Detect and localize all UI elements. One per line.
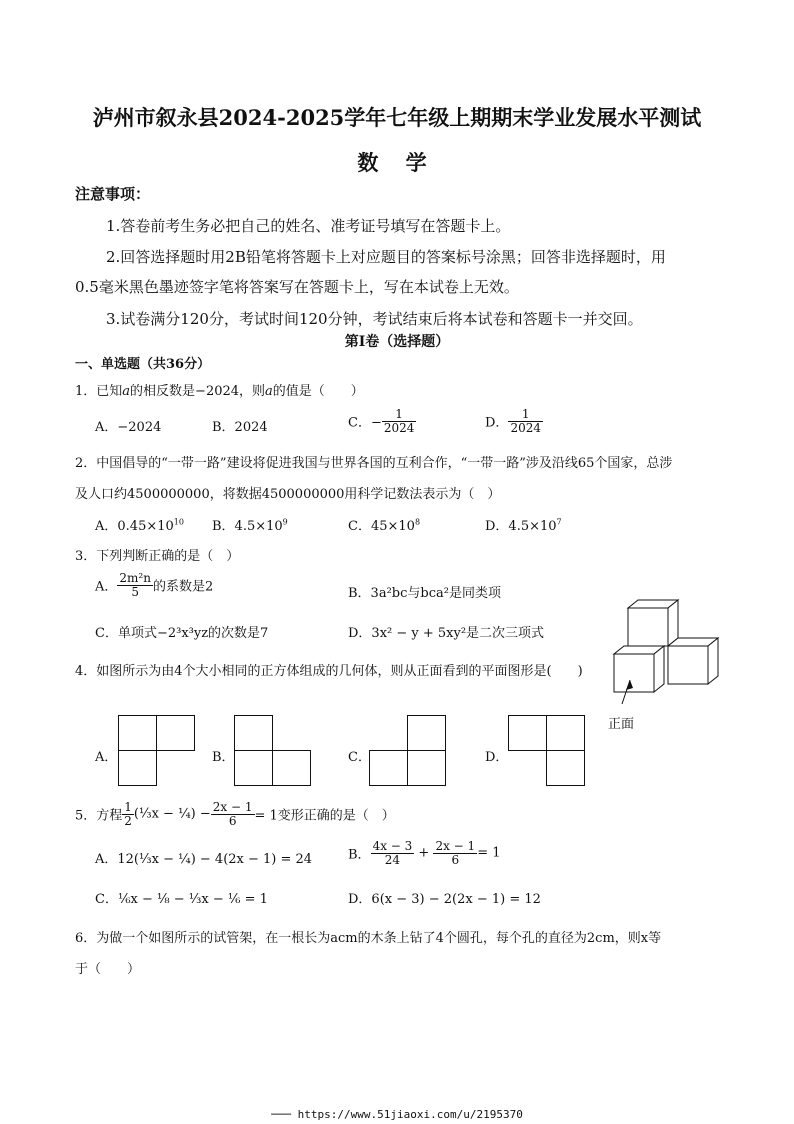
note-2b: 0.5毫米黑色墨迹签字笔将答案写在答题卡上，写在本试卷上无效。: [75, 278, 519, 296]
q1-option-b[interactable]: B．2024: [212, 420, 268, 435]
q5-option-a[interactable]: A．12(⅓x − ¼) − 4(2x − 1) = 24: [95, 852, 313, 867]
note-2a: 2.回答选择题时用2B铅笔将答题卡上对应题目的答案标号涂黑；回答非选择题时，用: [106, 248, 666, 266]
q4-option-c-figure[interactable]: [369, 715, 449, 787]
q5-option-b[interactable]: B． $\frac{4x - 3}{24}$ + $\frac{2x - 1}{6}$ = 1: [348, 839, 501, 867]
q4-option-d-label[interactable]: D．: [485, 750, 509, 765]
note-1: 1.答卷前考生务必把自己的姓名、准考证号填写在答题卡上。: [106, 217, 511, 235]
q1-option-a[interactable]: A．−2024: [95, 420, 162, 435]
subject-title: 数 学: [357, 150, 437, 175]
q2-stem-line2: 及人口约4500000000，将数据4500000000用科学记数法表示为（ ）: [75, 487, 501, 502]
note-3: 3.试卷满分120分，考试时间120分钟，考试结束后将本试卷和答题卡一并交回。: [106, 310, 643, 328]
q1-stem: 1．已知a的相反数是−2024，则a的值是（ ）: [75, 384, 364, 399]
q6-stem-line1: 6．为做一个如图所示的试管架，在一根长为acm的木条上钻了4个圆孔，每个孔的直径为2cm，则x等: [75, 931, 662, 946]
q4-stem: 4．如图所示为由4个大小相同的正方体组成的几何体，则从正面看到的平面图形是( ): [75, 664, 583, 679]
q4-option-d-figure[interactable]: [508, 715, 588, 787]
q4-option-a-label[interactable]: A．: [95, 750, 118, 765]
q5-option-d[interactable]: D．6(x − 3) − 2(2x − 1) = 12: [348, 892, 541, 907]
q4-option-b-figure[interactable]: [234, 715, 314, 787]
q3-stem: 3．下列判断正确的是（ ）: [75, 549, 240, 564]
footer-url[interactable]: ─── https://www.51jiaoxi.com/u/2195370: [271, 1108, 523, 1121]
q6-stem-line2: 于（ ）: [75, 962, 141, 977]
q3-option-b[interactable]: B．3a²bc与bca²是同类项: [348, 586, 501, 601]
q1-option-c[interactable]: C．− $\frac{1}{2024}$: [348, 407, 415, 435]
volume-title: 第Ⅰ卷（选择题）: [344, 334, 450, 350]
section-title: 一、单选题（共36分）: [75, 357, 211, 372]
q3-option-c[interactable]: C．单项式−2³x³yz的次数是7: [95, 626, 269, 641]
q2-option-d[interactable]: D．$4.5\times 10^7$: [485, 517, 562, 534]
q5-stem: 5．方程 $\frac{1}{2}$ (⅓x − ¼) − $\frac{2x - 1}{6}$ = 1变形正确的是（ ）: [75, 800, 395, 828]
q3-option-d[interactable]: D．3x² − y + 5xy²是二次三项式: [348, 626, 545, 641]
q4-option-c-label[interactable]: C．: [348, 750, 371, 765]
notes-heading: 注意事项：: [75, 185, 151, 203]
q3-option-a[interactable]: A． $\frac{\text{2m²n}}{5}$ 的系数是2: [95, 571, 214, 599]
q2-option-b[interactable]: B．$4.5\times 10^9$: [212, 517, 288, 534]
q4-front-label: 正面: [608, 717, 635, 732]
exam-title: 泸州市叙永县2024-2025学年七年级上期期末学业发展水平测试: [92, 105, 702, 130]
q4-option-b-label[interactable]: B．: [212, 750, 235, 765]
q2-option-a[interactable]: A．$0.45\times 10^{10}$: [95, 517, 184, 534]
q4-cube-figure: [600, 600, 730, 720]
q4-option-a-figure[interactable]: [118, 715, 198, 787]
q5-option-c[interactable]: C．⅙x − ⅛ − ⅓x − ⅙ = 1: [95, 892, 268, 907]
q1-option-d[interactable]: D． $\frac{1}{2024}$: [485, 407, 541, 435]
q2-stem-line1: 2．中国倡导的“一带一路”建设将促进我国与世界各国的互利合作，“一带一路”涉及沿线65个国家，总涉: [75, 456, 673, 471]
q2-option-c[interactable]: C．$45\times 10^8$: [348, 517, 421, 534]
